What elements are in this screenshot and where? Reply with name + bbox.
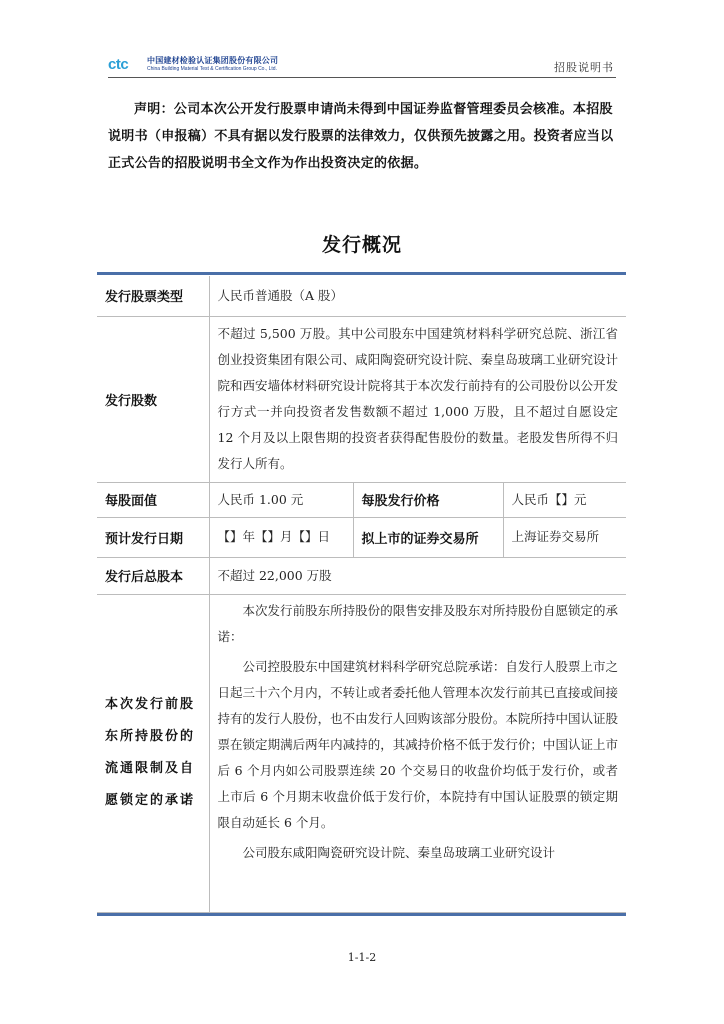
issue-count-value: 不超过 5,500 万股。其中公司股东中国建筑材料科学研究总院、浙江省创业投资集团有限公司、咸阳陶瓷研究设计院、秦皇岛玻璃工业研究设计院和西安墙体材料研究设计院将其于本次发行前持有的公司股份以公开发行方式一并向投资者发售数额不超过 1,000 万股，且不超过自愿设定 12 个月及以上限售期的投资者获得配售股份的数量。老股发售所得不归发行人所有。 (209, 316, 626, 482)
page-header (108, 50, 616, 78)
svg-text:ctc: ctc (108, 56, 129, 72)
lockup-paragraph: 本次发行前股东所持股份的限售安排及股东对所持股份自愿锁定的承诺： (217, 602, 619, 644)
exchange-value: 上海证券交易所 (503, 517, 626, 557)
company-logo (108, 53, 278, 75)
issue-overview-table (97, 276, 626, 913)
lockup-content (209, 594, 626, 912)
lockup-paragraph: 公司股东咸阳陶瓷研究设计院、秦皇岛玻璃工业研究设计 (242, 844, 556, 860)
lockup-label: 本次发行前股东所持股份的流通限制及自愿锁定的承诺 (97, 594, 209, 912)
total-shares-label: 发行后总股本 (97, 557, 209, 594)
table-row (97, 316, 626, 482)
company-name-cn: 中国建材检验认证集团股份有限公司 (147, 55, 279, 65)
stock-type-label: 发行股票类型 (97, 276, 209, 316)
company-name-en: China Building Material Test & Certification Group Co., Ltd. (147, 65, 277, 72)
issue-count-label: 发行股数 (97, 316, 209, 482)
issue-date-label: 预计发行日期 (97, 517, 209, 557)
par-value-value: 人民币 1.00 元 (209, 482, 353, 517)
issue-price-label: 每股发行价格 (353, 482, 503, 517)
table-row (97, 482, 626, 517)
stock-type-value: 人民币普通股（A 股） (209, 276, 626, 316)
exchange-label: 拟上市的证券交易所 (353, 517, 503, 557)
table-top-rule (97, 272, 626, 275)
table-row (97, 517, 626, 557)
lockup-paragraph: 公司控股股东中国建筑材料科学研究总院承诺：自发行人股票上市之日起三十六个月内，不转让或者委托他人管理本次发行前其已直接或间接持有的发行人股份，也不由发行人回购该部分股份。本院所持中国认证股票在锁定期满后两年内减持的，其减持价格不低于发行价；中国认证上市后 6 个月内如公司股票连续 20 个交易日的收盘价均低于发行价，或者上市后 6 个月期末收盘价低于发行价，本院持有中国认证股票的锁定期限自动延长 6 个月。 (217, 658, 619, 830)
table-row (97, 557, 626, 594)
issue-price-value: 人民币【】元 (503, 482, 626, 517)
disclaimer-text: 声明：公司本次公开发行股票申请尚未得到中国证券监督管理委员会核准。本招股说明书（申报稿）不具有据以发行股票的法律效力，仅供预先披露之用。投资者应当以正式公告的招股说明书全文作为作出投资决定的依据。 (108, 102, 614, 171)
page-number: 1-1-2 (347, 951, 377, 964)
page-title: 发行概况 (321, 234, 402, 256)
disclaimer-statement (108, 96, 618, 177)
total-shares-value: 不超过 22,000 万股 (209, 557, 626, 594)
table-row (97, 276, 626, 316)
par-value-label: 每股面值 (97, 482, 209, 517)
issue-date-value: 【】年【】月【】日 (209, 517, 353, 557)
table-row (97, 594, 626, 912)
document-type: 招股说明书 (554, 61, 614, 74)
table-bottom-rule (97, 913, 626, 916)
ctc-logo-icon (108, 56, 144, 72)
